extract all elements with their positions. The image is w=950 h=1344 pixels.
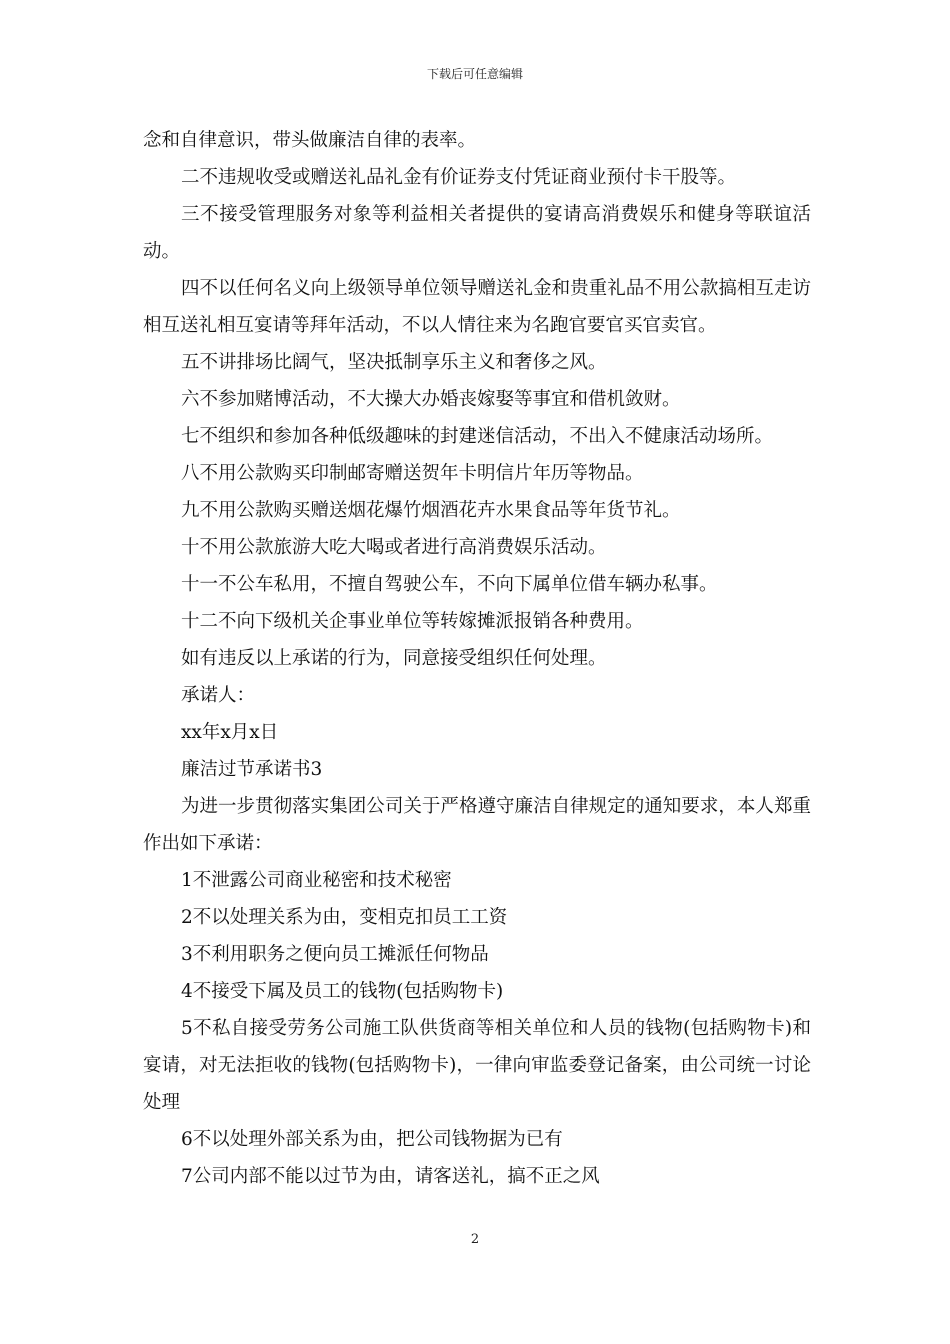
paragraph: 廉洁过节承诺书3 <box>181 759 323 780</box>
paragraph: 九不用公款购买赠送烟花爆竹烟酒花卉水果食品等年货节礼。 <box>181 500 681 521</box>
paragraph: 二不违规收受或赠送礼品礼金有价证券支付凭证商业预付卡干股等。 <box>181 167 737 188</box>
paragraph: 7公司内部不能以过节为由，请客送礼，搞不正之风 <box>181 1166 600 1187</box>
paragraph: 承诺人： <box>181 685 256 706</box>
paragraph: 十二不向下级机关企事业单位等转嫁摊派报销各种费用。 <box>181 611 644 632</box>
paragraph: 如有违反以上承诺的行为，同意接受组织任何处理。 <box>181 648 607 669</box>
paragraph: 念和自律意识，带头做廉洁自律的表率。 <box>143 130 477 151</box>
paragraph: 八不用公款购买印制邮寄赠送贺年卡明信片年历等物品。 <box>181 463 644 484</box>
paragraph: 3不利用职务之便向员工摊派任何物品 <box>181 944 489 965</box>
paragraph: 2不以处理关系为由，变相克扣员工工资 <box>181 907 508 928</box>
paragraph: 五不讲排场比阔气，坚决抵制享乐主义和奢侈之风。 <box>181 352 607 373</box>
paragraph: 为进一步贯彻落实集团公司关于严格遵守廉洁自律规定的通知要求，本人郑重作出如下承诺： <box>143 796 811 854</box>
page-header: 下载后可任意编辑 <box>426 67 523 81</box>
paragraph: 1不泄露公司商业秘密和技术秘密 <box>181 870 452 891</box>
paragraph: 4不接受下属及员工的钱物(包括购物卡) <box>181 981 504 1002</box>
paragraph: 十一不公车私用，不擅自驾驶公车，不向下属单位借车辆办私事。 <box>181 574 718 595</box>
paragraph: xx年x月x日 <box>181 722 279 743</box>
paragraph: 十不用公款旅游大吃大喝或者进行高消费娱乐活动。 <box>181 537 607 558</box>
paragraph: 6不以处理外部关系为由，把公司钱物据为已有 <box>181 1129 563 1150</box>
document-body <box>143 122 811 1195</box>
paragraph: 七不组织和参加各种低级趣味的封建迷信活动，不出入不健康活动场所。 <box>181 426 774 447</box>
page-number: 2 <box>470 1232 480 1247</box>
paragraph: 四不以任何名义向上级领导单位领导赠送礼金和贵重礼品不用公款搞相互走访相互送礼相互宴请等拜年活动，不以人情往来为名跑官要官买官卖官。 <box>143 278 811 336</box>
paragraph: 5不私自接受劳务公司施工队供货商等相关单位和人员的钱物(包括购物卡)和宴请，对无法拒收的钱物(包括购物卡)，一律向审监委登记备案，由公司统一讨论处理 <box>143 1018 811 1113</box>
paragraph: 三不接受管理服务对象等利益相关者提供的宴请高消费娱乐和健身等联谊活动。 <box>143 204 811 262</box>
paragraph: 六不参加赌博活动，不大操大办婚丧嫁娶等事宜和借机敛财。 <box>181 389 681 410</box>
